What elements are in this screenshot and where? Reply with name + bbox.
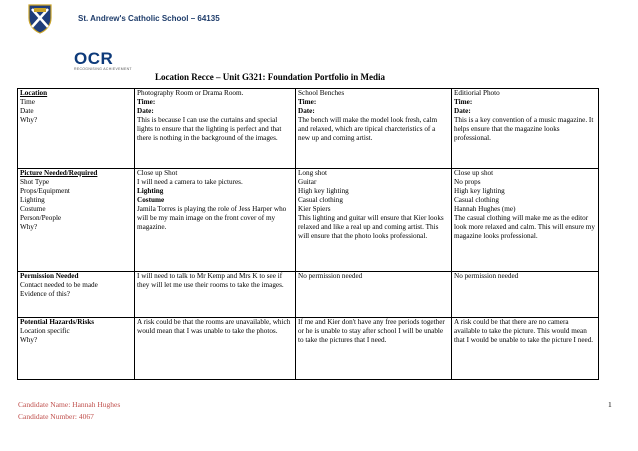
cell-text: Date:	[298, 107, 315, 115]
cell-text: High key lighting	[298, 187, 349, 195]
row-label-text: Why?	[20, 116, 38, 124]
table-cell	[296, 89, 452, 169]
cell-text: Editiorial Photo	[454, 89, 500, 97]
table-cell	[296, 318, 452, 380]
row-label-text: Picture Needed/Required	[20, 169, 98, 177]
row-label-text: Location	[20, 89, 48, 97]
cell-text: Casual clothing	[454, 196, 499, 204]
cell-text: If me and Kier don't have any free periods together or he is unable to stay after school I will be unable to take the pictures that I need.	[298, 318, 445, 344]
cell-text: High key lighting	[454, 187, 505, 195]
table-row	[18, 169, 599, 272]
table-cell	[135, 89, 296, 169]
cell-text: The bench will make the model look fresh, calm and relaxed, which are tipical charcteristics of a new up and coming artist.	[298, 116, 438, 142]
row-label-text: Contact needed to be made	[20, 281, 98, 289]
row-label-text: Location specific	[20, 327, 70, 335]
row-label-cell	[18, 318, 135, 380]
cell-text: Date:	[137, 107, 154, 115]
ocr-logo-text: OCR	[74, 49, 114, 68]
row-label-text: Date	[20, 107, 34, 115]
cell-text: Date:	[454, 107, 471, 115]
cell-text: This is a key convention of a music magazine. It helps ensure that the magazine looks professional.	[454, 116, 594, 142]
table-cell	[452, 89, 599, 169]
cell-text: Lighting	[137, 187, 164, 195]
table-cell	[135, 272, 296, 318]
cell-text: Jamila Torres is playing the role of Jess Harper who will be my main image on the front cover of my magazine.	[137, 205, 287, 231]
cell-text: Kier Spiers	[298, 205, 331, 213]
row-label-text: Why?	[20, 336, 38, 344]
cell-text: Long shot	[298, 169, 327, 177]
cell-text: School Benches	[298, 89, 345, 97]
cell-text: Time:	[298, 98, 317, 106]
cell-text: I will need a camera to take pictures.	[137, 178, 243, 186]
candidate-name: Candidate Name: Hannah Hughes	[18, 400, 121, 409]
table-cell	[296, 169, 452, 272]
cell-text: Photography Room or Drama Room.	[137, 89, 244, 97]
cell-text: No props	[454, 178, 481, 186]
table-cell	[452, 272, 599, 318]
row-label-text: Evidence of this?	[20, 290, 70, 298]
cell-text: Close up shot	[454, 169, 494, 177]
row-label-text: Time	[20, 98, 35, 106]
cell-text: Hannah Hughes (me)	[454, 205, 516, 213]
cell-text: A risk could be that the rooms are unavailable, which would mean that I was unable to take the photos.	[137, 318, 291, 335]
cell-text: This is because I can use the curtains and special lights to ensure that the lighting is perfect and that there is nothing in the background of the images.	[137, 116, 282, 142]
school-crest-logo	[28, 4, 52, 34]
table-cell	[452, 318, 599, 380]
row-label-text: Shot Type	[20, 178, 50, 186]
cell-text: Costume	[137, 196, 165, 204]
cell-text: Close up Shot	[137, 169, 178, 177]
cell-text: A risk could be that there are no camera available to take the picture. This would mean that I would be unable to take the picture I need.	[454, 318, 594, 344]
table-row	[18, 89, 599, 169]
location-recce-table	[17, 88, 599, 380]
cell-text: I will need to talk to Mr Kemp and Mrs K to see if they will let me use their rooms to take the images.	[137, 272, 284, 289]
row-label-text: Why?	[20, 223, 38, 231]
row-label-cell	[18, 169, 135, 272]
row-label-text: Lighting	[20, 196, 45, 204]
row-label-cell	[18, 272, 135, 318]
table-cell	[135, 318, 296, 380]
cell-text: No permission needed	[298, 272, 363, 280]
table-row	[18, 272, 599, 318]
school-name: St. Andrew's Catholic School – 64135	[78, 14, 220, 23]
row-label-text: Person/People	[20, 214, 62, 222]
cell-text: Casual clothing	[298, 196, 343, 204]
row-label-text: Costume	[20, 205, 46, 213]
ocr-logo-tagline: RECOGNISING ACHIEVEMENT	[74, 67, 132, 71]
row-label-text: Potential Hazards/Risks	[20, 318, 95, 326]
document-title: Location Recce – Unit G321: Foundation Portfolio in Media	[155, 72, 385, 82]
table-cell	[296, 272, 452, 318]
table-cell	[452, 169, 599, 272]
cell-text: Time:	[137, 98, 156, 106]
ocr-logo	[74, 50, 132, 71]
row-label-cell	[18, 89, 135, 169]
cell-text: The casual clothing will make me as the editor look more relaxed and calm. This will ensure my magazine looks professional.	[454, 214, 595, 240]
table-cell	[135, 169, 296, 272]
row-label-text: Permission Needed	[20, 272, 79, 280]
table-row	[18, 318, 599, 380]
row-label-text: Props/Equipment	[20, 187, 70, 195]
cell-text: No permission needed	[454, 272, 519, 280]
cell-text: Guitar	[298, 178, 317, 186]
candidate-number: Candidate Number: 4067	[18, 412, 94, 421]
cell-text: This lighting and guitar will ensure that Kier looks relaxed and like a real up and coming artist. This will ensure that the photo looks professional.	[298, 214, 444, 240]
cell-text: Time:	[454, 98, 473, 106]
page-number: 1	[608, 400, 612, 409]
